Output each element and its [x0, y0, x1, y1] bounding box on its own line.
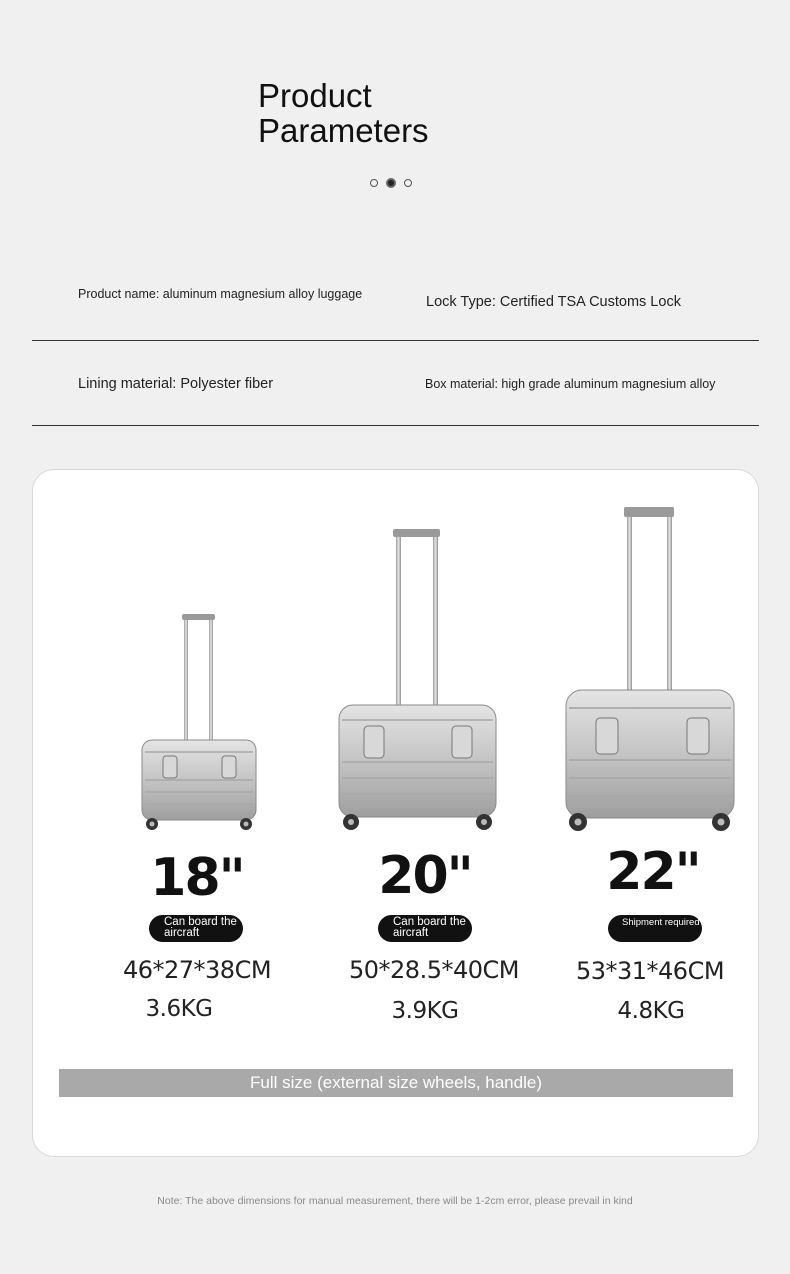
badge-20: Can board the aircraft [378, 915, 472, 942]
full-size-bar: Full size (external size wheels, handle) [59, 1069, 733, 1097]
badge-18: Can board the aircraft [149, 915, 243, 942]
param-lock-type: Lock Type: Certified TSA Customs Lock [426, 294, 681, 310]
dimensions-20: 50*28.5*40CM [349, 956, 519, 984]
size-label-22: 22" [606, 842, 700, 902]
weight-20: 3.9KG [391, 998, 459, 1024]
weight-22: 4.8KG [617, 998, 685, 1024]
luggage-20-image [339, 529, 496, 830]
param-box-material: Box material: high grade aluminum magnesium alloy [425, 377, 716, 391]
param-lining: Lining material: Polyester fiber [78, 376, 274, 392]
size-label-20: 20" [378, 846, 472, 906]
luggage-18-image [142, 614, 256, 830]
param-product-name: Product name: aluminum magnesium alloy luggage [78, 287, 363, 301]
dimensions-22: 53*31*46CM [575, 957, 725, 985]
size-label-18: 18" [150, 848, 244, 908]
badge-22: Shipment required [608, 915, 702, 942]
measurement-note: Note: The above dimensions for manual measurement, there will be 1-2cm error, please prevail in kind [157, 1195, 633, 1207]
weight-18: 3.6KG [145, 996, 213, 1022]
luggage-22-image [566, 507, 734, 831]
page-title: Product Parameters [258, 77, 429, 149]
dimensions-18: 46*27*38CM [122, 956, 272, 984]
